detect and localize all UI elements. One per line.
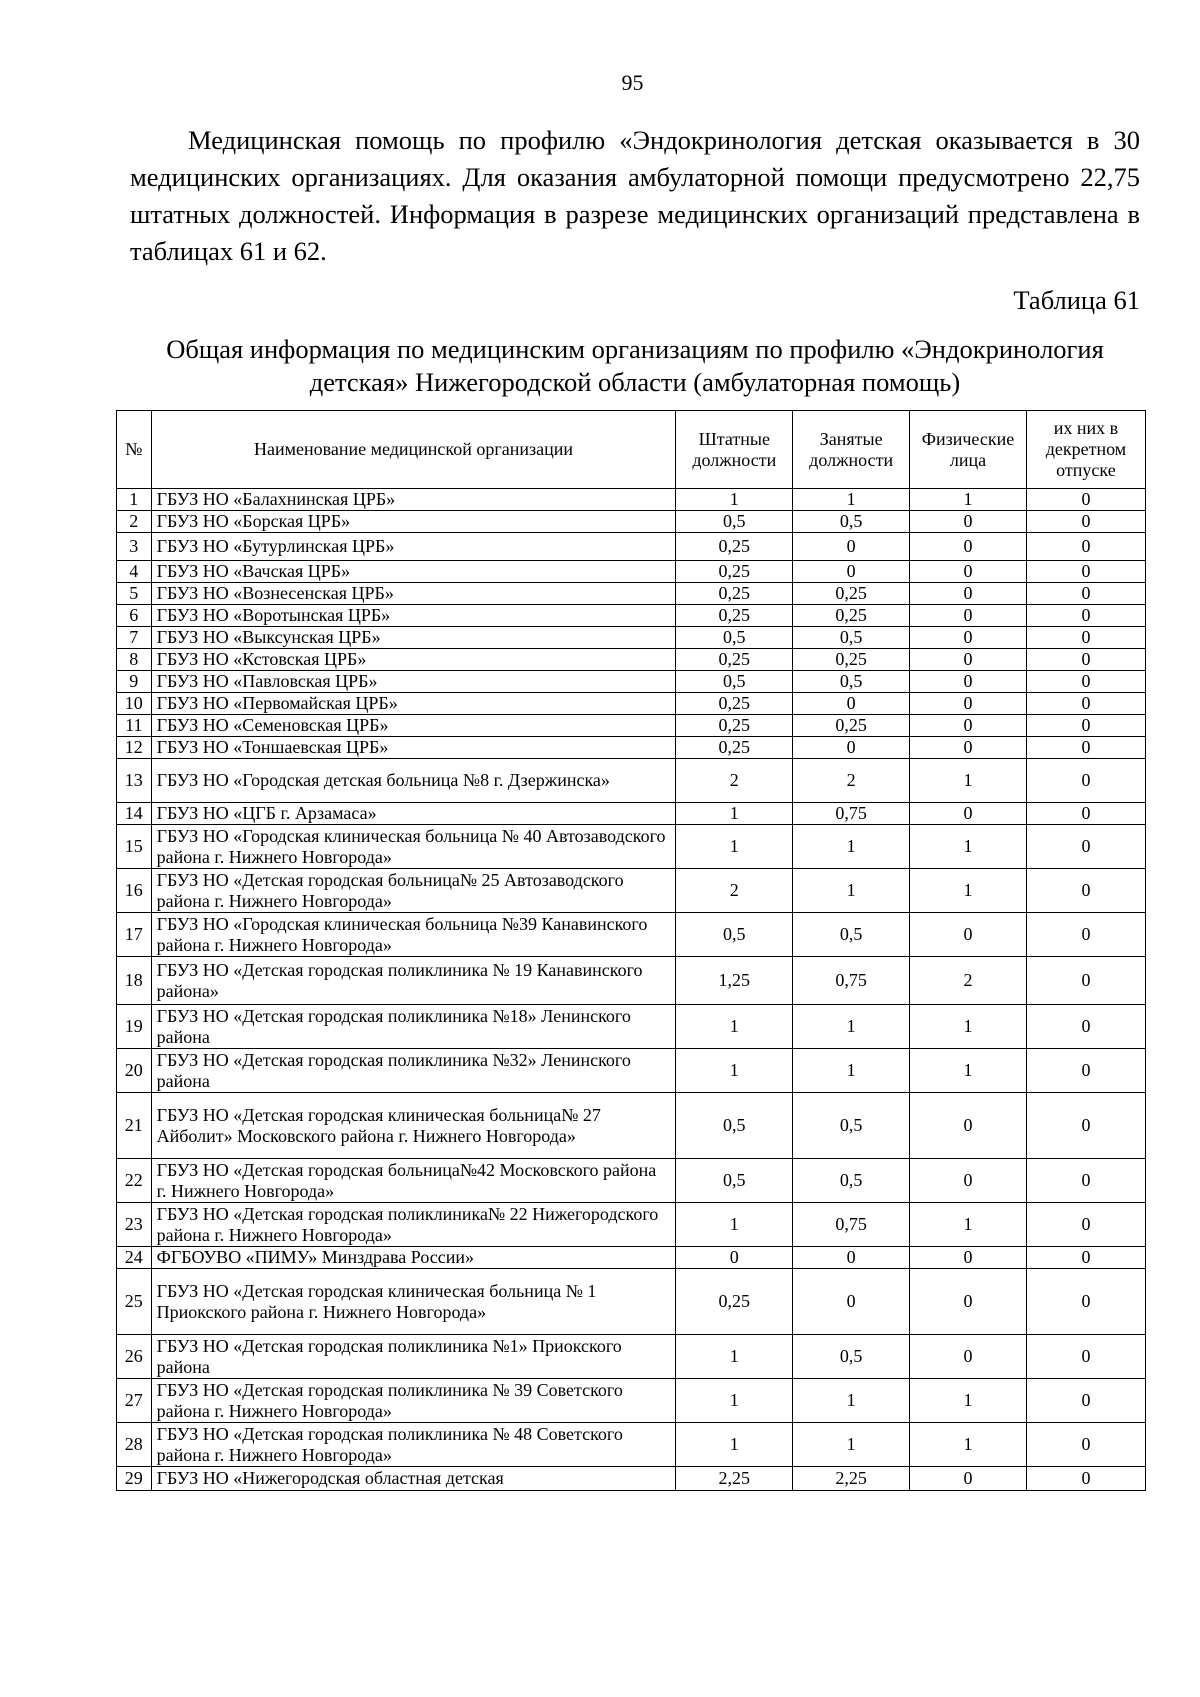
staff-positions: 0 (676, 1247, 793, 1269)
maternity-leave: 0 (1026, 649, 1145, 671)
table-row (117, 1269, 1146, 1335)
physical-persons: 0 (910, 533, 1027, 561)
row-number: 28 (117, 1423, 152, 1467)
table-row (117, 825, 1146, 869)
organization-name: ГБУЗ НО «Кстовская ЦРБ» (151, 649, 676, 671)
row-number: 19 (117, 1005, 152, 1049)
occupied-positions: 2,25 (793, 1467, 910, 1491)
table-row (117, 1005, 1146, 1049)
table-row (117, 533, 1146, 561)
maternity-leave: 0 (1026, 957, 1145, 1005)
row-number: 25 (117, 1269, 152, 1335)
occupied-positions: 0,5 (793, 671, 910, 693)
row-number: 23 (117, 1203, 152, 1247)
table-row (117, 1049, 1146, 1093)
maternity-leave: 0 (1026, 825, 1145, 869)
staff-positions: 2 (676, 869, 793, 913)
organization-name: ГБУЗ НО «Борская ЦРБ» (151, 511, 676, 533)
row-number: 12 (117, 737, 152, 759)
row-number: 11 (117, 715, 152, 737)
organization-name: ФГБОУВО «ПИМУ» Минздрава России» (151, 1247, 676, 1269)
staff-positions: 0,25 (676, 1269, 793, 1335)
table-row (117, 759, 1146, 803)
table-body (117, 489, 1146, 1491)
organization-name: ГБУЗ НО «Детская городская больница№42 Московского района г. Нижнего Новгорода» (151, 1159, 676, 1203)
occupied-positions: 0 (793, 1247, 910, 1269)
header-occupied: Занятые должности (793, 411, 910, 489)
physical-persons: 0 (910, 1335, 1027, 1379)
occupied-positions: 0 (793, 561, 910, 583)
table-row (117, 649, 1146, 671)
occupied-positions: 2 (793, 759, 910, 803)
physical-persons: 0 (910, 561, 1027, 583)
physical-persons: 1 (910, 1379, 1027, 1423)
header-leave: их них в декретном отпуске (1026, 411, 1145, 489)
row-number: 2 (117, 511, 152, 533)
organization-name: ГБУЗ НО «Детская городская поликлиника № 39 Советского района г. Нижнего Новгорода» (151, 1379, 676, 1423)
maternity-leave: 0 (1026, 1049, 1145, 1093)
organization-name: ГБУЗ НО «Детская городская поликлиника № 48 Советского района г. Нижнего Новгорода» (151, 1423, 676, 1467)
maternity-leave: 0 (1026, 511, 1145, 533)
organization-name: ГБУЗ НО «Тоншаевская ЦРБ» (151, 737, 676, 759)
physical-persons: 1 (910, 1005, 1027, 1049)
staff-positions: 1,25 (676, 957, 793, 1005)
organization-name: ГБУЗ НО «Детская городская поликлиника№ 22 Нижегородского района г. Нижнего Новгорода» (151, 1203, 676, 1247)
physical-persons: 1 (910, 489, 1027, 511)
maternity-leave: 0 (1026, 561, 1145, 583)
occupied-positions: 0,25 (793, 605, 910, 627)
staff-positions: 0,25 (676, 737, 793, 759)
table-row (117, 561, 1146, 583)
maternity-leave: 0 (1026, 671, 1145, 693)
maternity-leave: 0 (1026, 913, 1145, 957)
occupied-positions: 0 (793, 1269, 910, 1335)
staff-positions: 0,5 (676, 913, 793, 957)
organization-name: ГБУЗ НО «Городская клиническая больница №39 Канавинского района г. Нижнего Новгорода» (151, 913, 676, 957)
staff-positions: 0,25 (676, 605, 793, 627)
physical-persons: 1 (910, 869, 1027, 913)
organization-name: ГБУЗ НО «Вознесенская ЦРБ» (151, 583, 676, 605)
physical-persons: 1 (910, 1203, 1027, 1247)
maternity-leave: 0 (1026, 533, 1145, 561)
physical-persons: 0 (910, 1093, 1027, 1159)
table-row (117, 1203, 1146, 1247)
occupied-positions: 0 (793, 737, 910, 759)
organization-name: ГБУЗ НО «Выксунская ЦРБ» (151, 627, 676, 649)
occupied-positions: 0,75 (793, 803, 910, 825)
occupied-positions: 1 (793, 825, 910, 869)
table-row (117, 693, 1146, 715)
staff-positions: 0,5 (676, 1159, 793, 1203)
page-number: 95 (621, 70, 644, 95)
row-number: 6 (117, 605, 152, 627)
physical-persons: 1 (910, 1049, 1027, 1093)
row-number: 14 (117, 803, 152, 825)
table-row (117, 869, 1146, 913)
staff-positions: 2,25 (676, 1467, 793, 1491)
maternity-leave: 0 (1026, 627, 1145, 649)
maternity-leave: 0 (1026, 715, 1145, 737)
row-number: 27 (117, 1379, 152, 1423)
row-number: 29 (117, 1467, 152, 1491)
organization-name: ГБУЗ НО «Бутурлинская ЦРБ» (151, 533, 676, 561)
table-row (117, 671, 1146, 693)
occupied-positions: 1 (793, 1049, 910, 1093)
organization-name: ГБУЗ НО «ЦГБ г. Арзамаса» (151, 803, 676, 825)
header-staff: Штатные должности (676, 411, 793, 489)
occupied-positions: 0,25 (793, 583, 910, 605)
table-row (117, 1093, 1146, 1159)
occupied-positions: 0,25 (793, 715, 910, 737)
occupied-positions: 1 (793, 869, 910, 913)
header-persons: Физические лица (910, 411, 1027, 489)
table-row (117, 605, 1146, 627)
staff-positions: 1 (676, 1005, 793, 1049)
organization-name: ГБУЗ НО «Детская городская поликлиника №1» Приокского района (151, 1335, 676, 1379)
physical-persons: 0 (910, 715, 1027, 737)
occupied-positions: 0,5 (793, 627, 910, 649)
organization-name: ГБУЗ НО «Детская городская клиническая больница№ 27 Айболит» Московского района г. Нижнего Новгорода» (151, 1093, 676, 1159)
row-number: 13 (117, 759, 152, 803)
row-number: 4 (117, 561, 152, 583)
organizations-table (116, 410, 1146, 1491)
occupied-positions: 0,25 (793, 649, 910, 671)
maternity-leave: 0 (1026, 1467, 1145, 1491)
row-number: 9 (117, 671, 152, 693)
table-row (117, 1379, 1146, 1423)
occupied-positions: 0,5 (793, 511, 910, 533)
row-number: 22 (117, 1159, 152, 1203)
staff-positions: 2 (676, 759, 793, 803)
occupied-positions: 0 (793, 533, 910, 561)
table-row (117, 511, 1146, 533)
row-number: 21 (117, 1093, 152, 1159)
row-number: 8 (117, 649, 152, 671)
physical-persons: 0 (910, 649, 1027, 671)
physical-persons: 0 (910, 511, 1027, 533)
row-number: 10 (117, 693, 152, 715)
staff-positions: 1 (676, 1335, 793, 1379)
maternity-leave: 0 (1026, 1379, 1145, 1423)
organization-name: ГБУЗ НО «Вачская ЦРБ» (151, 561, 676, 583)
staff-positions: 1 (676, 803, 793, 825)
header-number: № (117, 411, 152, 489)
row-number: 18 (117, 957, 152, 1005)
occupied-positions: 0,5 (793, 1093, 910, 1159)
physical-persons: 0 (910, 1269, 1027, 1335)
organization-name: ГБУЗ НО «Детская городская поликлиника №32» Ленинского района (151, 1049, 676, 1093)
maternity-leave: 0 (1026, 1269, 1145, 1335)
staff-positions: 0,25 (676, 583, 793, 605)
table-row (117, 737, 1146, 759)
physical-persons: 0 (910, 583, 1027, 605)
physical-persons: 1 (910, 1423, 1027, 1467)
staff-positions: 0,5 (676, 511, 793, 533)
organization-name: ГБУЗ НО «Балахнинская ЦРБ» (151, 489, 676, 511)
physical-persons: 0 (910, 1159, 1027, 1203)
occupied-positions: 1 (793, 1423, 910, 1467)
table-row (117, 957, 1146, 1005)
physical-persons: 0 (910, 671, 1027, 693)
staff-positions: 1 (676, 1423, 793, 1467)
row-number: 7 (117, 627, 152, 649)
row-number: 3 (117, 533, 152, 561)
row-number: 16 (117, 869, 152, 913)
intro-paragraph: Медицинская помощь по профилю «Эндокринология детская оказывается в 30 медицинских организациях. Для оказания амбулаторной помощи предусмотрено 22,75 штатных должностей. Информация в разрезе медицинских организаций представлена в таблицах 61 и 62. (130, 125, 1140, 266)
organization-name: ГБУЗ НО «Павловская ЦРБ» (151, 671, 676, 693)
row-number: 15 (117, 825, 152, 869)
staff-positions: 1 (676, 489, 793, 511)
maternity-leave: 0 (1026, 869, 1145, 913)
physical-persons: 0 (910, 913, 1027, 957)
occupied-positions: 0,5 (793, 1335, 910, 1379)
table-row (117, 715, 1146, 737)
maternity-leave: 0 (1026, 1159, 1145, 1203)
organization-name: ГБУЗ НО «Городская детская больница №8 г. Дзержинска» (151, 759, 676, 803)
staff-positions: 1 (676, 825, 793, 869)
staff-positions: 0,25 (676, 561, 793, 583)
maternity-leave: 0 (1026, 693, 1145, 715)
staff-positions: 0,5 (676, 1093, 793, 1159)
row-number: 26 (117, 1335, 152, 1379)
table-row (117, 1467, 1146, 1491)
staff-positions: 0,25 (676, 649, 793, 671)
physical-persons: 1 (910, 759, 1027, 803)
organization-name: ГБУЗ НО «Детская городская клиническая больница № 1 Приокского района г. Нижнего Новгорода» (151, 1269, 676, 1335)
organization-name: ГБУЗ НО «Детская городская поликлиника № 19 Канавинского района» (151, 957, 676, 1005)
maternity-leave: 0 (1026, 737, 1145, 759)
row-number: 5 (117, 583, 152, 605)
maternity-leave: 0 (1026, 803, 1145, 825)
organization-name: ГБУЗ НО «Городская клиническая больница № 40 Автозаводского района г. Нижнего Новгорода» (151, 825, 676, 869)
physical-persons: 0 (910, 1247, 1027, 1269)
table-row (117, 627, 1146, 649)
occupied-positions: 0 (793, 693, 910, 715)
table-header-row (117, 411, 1146, 489)
maternity-leave: 0 (1026, 1335, 1145, 1379)
maternity-leave: 0 (1026, 605, 1145, 627)
table-row (117, 1423, 1146, 1467)
table-row (117, 489, 1146, 511)
organization-name: ГБУЗ НО «Первомайская ЦРБ» (151, 693, 676, 715)
table-row (117, 583, 1146, 605)
physical-persons: 0 (910, 1467, 1027, 1491)
occupied-positions: 0,75 (793, 1203, 910, 1247)
physical-persons: 0 (910, 605, 1027, 627)
table-row (117, 1159, 1146, 1203)
organization-name: ГБУЗ НО «Семеновская ЦРБ» (151, 715, 676, 737)
physical-persons: 0 (910, 693, 1027, 715)
maternity-leave: 0 (1026, 1093, 1145, 1159)
organization-name: ГБУЗ НО «Нижегородская областная детская (151, 1467, 676, 1491)
table-row (117, 913, 1146, 957)
table-row (117, 1247, 1146, 1269)
table-label: Таблица 61 (1013, 285, 1140, 315)
occupied-positions: 0,5 (793, 913, 910, 957)
header-name: Наименование медицинской организации (151, 411, 676, 489)
table-row (117, 803, 1146, 825)
organization-name: ГБУЗ НО «Воротынская ЦРБ» (151, 605, 676, 627)
maternity-leave: 0 (1026, 489, 1145, 511)
table-title: Общая информация по медицинским организациям по профилю «Эндокринология детская» Нижегородской области (амбулаторная помощь) (166, 334, 1104, 397)
staff-positions: 0,5 (676, 627, 793, 649)
occupied-positions: 1 (793, 1379, 910, 1423)
occupied-positions: 1 (793, 489, 910, 511)
staff-positions: 1 (676, 1379, 793, 1423)
row-number: 24 (117, 1247, 152, 1269)
staff-positions: 1 (676, 1203, 793, 1247)
row-number: 20 (117, 1049, 152, 1093)
row-number: 1 (117, 489, 152, 511)
maternity-leave: 0 (1026, 583, 1145, 605)
staff-positions: 1 (676, 1049, 793, 1093)
maternity-leave: 0 (1026, 1247, 1145, 1269)
maternity-leave: 0 (1026, 1423, 1145, 1467)
staff-positions: 0,25 (676, 715, 793, 737)
staff-positions: 0,25 (676, 693, 793, 715)
staff-positions: 0,25 (676, 533, 793, 561)
physical-persons: 1 (910, 825, 1027, 869)
staff-positions: 0,5 (676, 671, 793, 693)
occupied-positions: 1 (793, 1005, 910, 1049)
maternity-leave: 0 (1026, 1005, 1145, 1049)
organization-name: ГБУЗ НО «Детская городская поликлиника №18» Ленинского района (151, 1005, 676, 1049)
organization-name: ГБУЗ НО «Детская городская больница№ 25 Автозаводского района г. Нижнего Новгорода» (151, 869, 676, 913)
physical-persons: 0 (910, 627, 1027, 649)
physical-persons: 0 (910, 803, 1027, 825)
maternity-leave: 0 (1026, 759, 1145, 803)
physical-persons: 2 (910, 957, 1027, 1005)
physical-persons: 0 (910, 737, 1027, 759)
table-row (117, 1335, 1146, 1379)
occupied-positions: 0,75 (793, 957, 910, 1005)
row-number: 17 (117, 913, 152, 957)
occupied-positions: 0,5 (793, 1159, 910, 1203)
maternity-leave: 0 (1026, 1203, 1145, 1247)
